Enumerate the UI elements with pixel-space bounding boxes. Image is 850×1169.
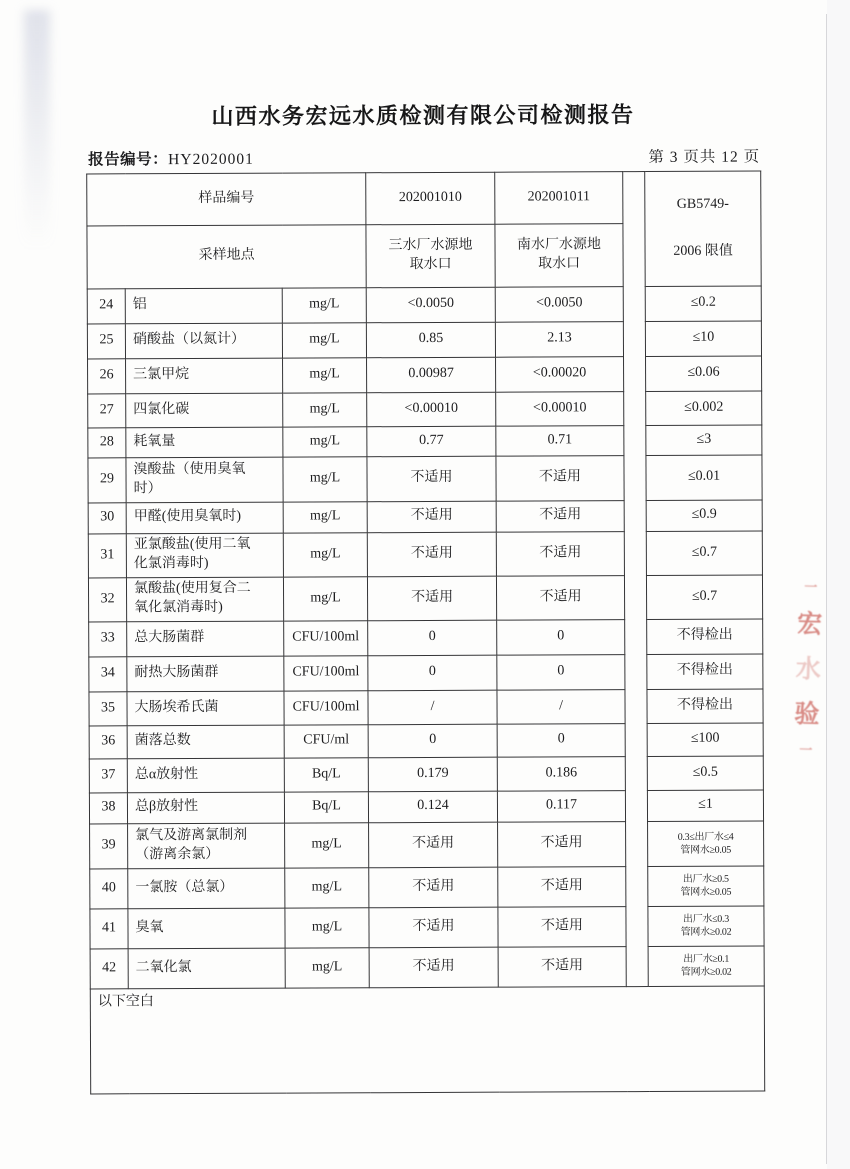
- row-number-cell: 28: [88, 428, 126, 458]
- report-number: [88, 147, 254, 170]
- blank-footer-row: [90, 986, 764, 1094]
- location-label-cell: 采样地点: [87, 224, 366, 288]
- sample2-value-cell: 0.186: [497, 756, 625, 791]
- limit-cell: ≤0.002: [646, 391, 762, 426]
- sample2-value-cell: <0.00010: [496, 391, 624, 426]
- row-number-cell: 33: [89, 622, 127, 657]
- row-number-cell: 35: [89, 692, 127, 726]
- limit-standard-line2: 2006 限值: [673, 243, 733, 259]
- sample2-value-cell: 0: [497, 654, 625, 690]
- unit-cell: Bq/L: [284, 758, 368, 792]
- unit-cell: CFU/ml: [284, 725, 368, 758]
- sample1-value-cell: 0.85: [366, 322, 495, 358]
- limit-cell: ≤0.2: [645, 286, 761, 322]
- item-name-cell: 氯酸盐(使用复合二 氧化氯消毒时): [126, 577, 283, 622]
- unit-cell: mg/L: [283, 358, 367, 393]
- unit-cell: mg/L: [285, 823, 369, 868]
- limit-cell: 不得检出: [647, 689, 763, 724]
- sample1-value-cell: /: [368, 690, 497, 725]
- unit-cell: Bq/L: [284, 792, 368, 823]
- item-name-cell: 溴酸盐（使用臭氧 时）: [126, 457, 283, 503]
- stamp-fragment: 一: [804, 579, 818, 595]
- sample1-value-cell: 不适用: [369, 907, 498, 948]
- item-name-cell: 二氧化氯: [128, 948, 285, 989]
- water-quality-table: [86, 171, 765, 1095]
- item-name-cell: 甲醛(使用臭氧时): [126, 502, 283, 534]
- item-name-cell: 总α放射性: [127, 758, 284, 793]
- sample2-value-cell: 不适用: [498, 821, 626, 867]
- item-name-cell: 耗氧量: [126, 427, 283, 458]
- table-row: [90, 946, 764, 989]
- limit-cell: 不得检出: [647, 654, 763, 690]
- table-row: [89, 654, 763, 692]
- limit-cell: 出厂水≤0.3 管网水≥0.02: [648, 906, 764, 947]
- row-number-cell: 42: [90, 949, 128, 989]
- sample2-value-cell: <0.0050: [495, 286, 623, 322]
- limit-standard-header-cell: [645, 171, 761, 286]
- unit-cell: mg/L: [282, 288, 366, 323]
- table-row: [88, 531, 762, 578]
- limit-cell: ≤0.7: [646, 575, 762, 620]
- item-name-cell: 四氯化碳: [126, 393, 283, 428]
- row-number-cell: 39: [90, 824, 128, 869]
- stamp-fragment: 宏: [796, 610, 823, 639]
- table-row: [88, 425, 762, 458]
- sample1-value-cell: 0: [368, 620, 497, 656]
- unit-cell: mg/L: [285, 868, 369, 908]
- sample1-value-cell: 0: [368, 724, 497, 758]
- sample1-value-cell: 不适用: [369, 867, 498, 908]
- sample-id-cell-2: 202001011: [495, 172, 623, 224]
- unit-cell: mg/L: [283, 577, 367, 621]
- limit-cell: 出厂水≥0.1 管网水≥0.02: [648, 946, 764, 987]
- row-number-cell: 31: [88, 534, 126, 578]
- table-row: [90, 906, 764, 949]
- report-no-label: 报告编号：: [88, 151, 169, 169]
- limit-cell: ≤1: [647, 790, 763, 822]
- page-title: 山西水务宏远水质检测有限公司检测报告: [211, 102, 635, 129]
- item-name-cell: 铝: [125, 288, 282, 324]
- sample2-value-cell: 不适用: [496, 455, 624, 501]
- row-number-cell: 30: [88, 503, 126, 534]
- sample-id-label-cell: 样品编号: [87, 173, 366, 226]
- limit-cell: ≤3: [646, 425, 762, 456]
- limit-cell: ≤0.01: [646, 455, 762, 501]
- item-name-cell: 臭氧: [128, 908, 285, 949]
- report-no-value: HY2020001: [168, 150, 254, 169]
- table-row: [88, 356, 762, 394]
- limit-cell: 0.3≤出厂水≤4 管网水≥0.05: [648, 821, 764, 867]
- item-name-cell: 亚氯酸盐(使用二氧 化氯消毒时): [126, 533, 283, 578]
- unit-cell: mg/L: [283, 427, 367, 457]
- unit-cell: mg/L: [283, 502, 367, 533]
- limit-cell: ≤0.9: [646, 500, 762, 532]
- sample1-value-cell: 0.179: [368, 757, 497, 792]
- limit-standard-line1: GB5749-: [676, 196, 729, 212]
- unit-cell: mg/L: [285, 908, 369, 948]
- unit-cell: CFU/100ml: [284, 656, 368, 691]
- limit-cell: ≤0.5: [647, 756, 763, 791]
- sample2-value-cell: 0.117: [497, 790, 625, 822]
- sample1-value-cell: <0.0050: [366, 287, 495, 323]
- sample2-value-cell: 0: [497, 619, 625, 655]
- sample2-value-cell: 2.13: [495, 321, 623, 357]
- row-number-cell: 34: [89, 657, 127, 692]
- stamp-fragment: 验: [793, 700, 820, 729]
- table-row: [89, 756, 763, 793]
- row-number-cell: 25: [87, 324, 125, 359]
- item-name-cell: 菌落总数: [127, 725, 284, 759]
- item-name-cell: 耐热大肠菌群: [127, 656, 284, 692]
- table-row: [88, 575, 762, 622]
- limit-cell: ≤0.06: [646, 356, 762, 392]
- limit-cell: ≤100: [647, 723, 763, 757]
- table-row: [87, 286, 761, 324]
- row-number-cell: 26: [88, 359, 126, 394]
- row-number-cell: 37: [89, 759, 127, 793]
- row-number-cell: 36: [89, 726, 127, 759]
- sample2-value-cell: 0: [497, 723, 625, 757]
- sample2-value-cell: 不适用: [496, 531, 624, 576]
- unit-cell: mg/L: [283, 533, 367, 577]
- sample2-value-cell: 0.71: [496, 425, 624, 456]
- row-number-cell: 40: [90, 869, 128, 909]
- unit-cell: CFU/100ml: [284, 621, 368, 656]
- table-row: [88, 391, 762, 428]
- sample2-value-cell: <0.00020: [496, 356, 624, 392]
- sample1-value-cell: 不适用: [367, 532, 496, 577]
- stamp-fragment: 水: [795, 655, 822, 684]
- table-row: [89, 790, 763, 824]
- limit-cell: ≤0.7: [646, 531, 762, 576]
- sample1-value-cell: 0.77: [367, 426, 496, 457]
- table-row: [88, 455, 762, 503]
- unit-cell: CFU/100ml: [284, 691, 368, 725]
- header-row-sample-id: [87, 171, 761, 226]
- sample1-value-cell: 不适用: [367, 456, 496, 502]
- sample2-value-cell: 不适用: [496, 575, 624, 620]
- sample1-value-cell: 不适用: [369, 822, 498, 868]
- location-cell-2: 南水厂水源地 取水口: [495, 223, 623, 287]
- item-name-cell: 三氯甲烷: [126, 358, 283, 394]
- row-number-cell: 27: [88, 394, 126, 428]
- table-row: [90, 866, 764, 909]
- sample1-value-cell: 0: [368, 655, 497, 691]
- sample2-value-cell: 不适用: [498, 866, 626, 907]
- table-row: [89, 619, 763, 657]
- sample2-value-cell: 不适用: [498, 906, 626, 947]
- sample1-value-cell: 不适用: [367, 501, 496, 533]
- item-name-cell: 总大肠菌群: [127, 621, 284, 657]
- row-number-cell: 41: [90, 909, 128, 949]
- limit-cell: ≤10: [645, 321, 761, 357]
- limit-standard-header: [648, 191, 757, 265]
- sample2-value-cell: /: [497, 689, 625, 724]
- report-meta-row: [88, 145, 760, 170]
- page-indicator: 第 3 页共 12 页: [648, 148, 761, 167]
- unit-cell: mg/L: [285, 948, 369, 988]
- table-row: [88, 500, 762, 534]
- table-row: [90, 821, 764, 869]
- stamp-fragment: 一: [799, 742, 813, 758]
- sample1-value-cell: <0.00010: [367, 392, 496, 427]
- item-name-cell: 硝酸盐（以氮计）: [125, 323, 282, 359]
- location-cell-1: 三水厂水源地 取水口: [366, 224, 495, 288]
- unit-cell: mg/L: [283, 393, 367, 427]
- sample2-value-cell: 不适用: [498, 946, 626, 987]
- table-row: [87, 321, 761, 359]
- sample-id-cell-1: 202001010: [366, 172, 495, 224]
- row-number-cell: 24: [87, 289, 125, 324]
- sample1-value-cell: 0.124: [368, 791, 497, 823]
- sample1-value-cell: 0.00987: [367, 357, 496, 393]
- red-seal-stamp: [784, 576, 834, 759]
- table-row: [89, 689, 763, 726]
- item-name-cell: 总β放射性: [127, 792, 284, 824]
- row-number-cell: 38: [89, 793, 127, 824]
- blank-footer-cell: 以下空白: [90, 986, 764, 1094]
- limit-cell: 不得检出: [647, 619, 763, 655]
- row-number-cell: 29: [88, 458, 126, 503]
- unit-cell: mg/L: [282, 323, 366, 358]
- sample1-value-cell: 不适用: [369, 947, 498, 988]
- limit-cell: 出厂水≥0.5 管网水≥0.05: [648, 866, 764, 907]
- table-row: [89, 723, 763, 759]
- sample1-value-cell: 不适用: [367, 576, 496, 621]
- item-name-cell: 一氯胺（总氯）: [128, 868, 285, 909]
- item-name-cell: 大肠埃希氏菌: [127, 691, 284, 726]
- item-name-cell: 氯气及游离氯制剂 （游离余氯）: [128, 823, 285, 869]
- sample2-value-cell: 不适用: [496, 500, 624, 532]
- unit-cell: mg/L: [283, 457, 367, 502]
- row-number-cell: 32: [88, 578, 126, 622]
